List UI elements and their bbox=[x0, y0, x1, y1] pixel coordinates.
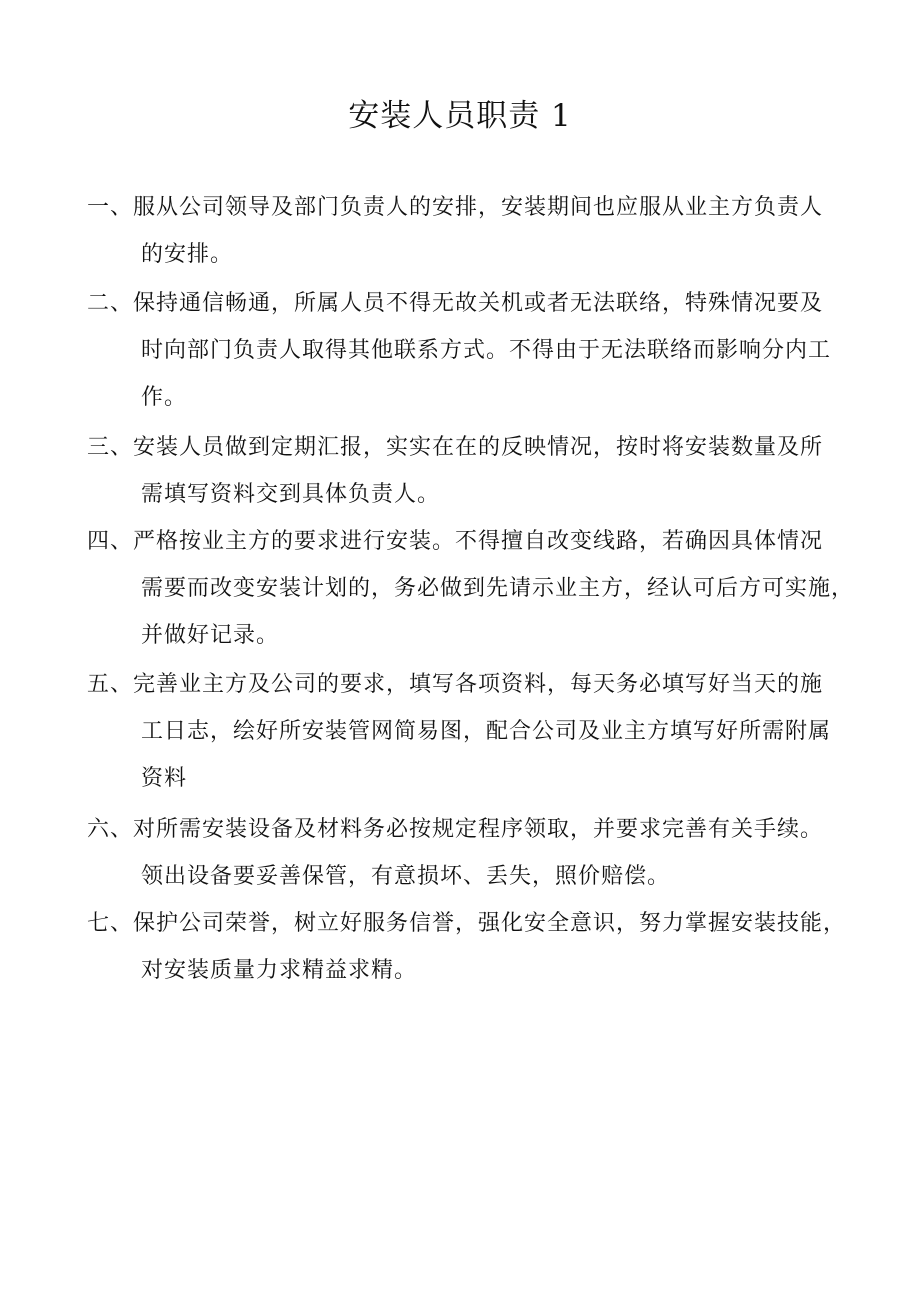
duty-item-7 bbox=[87, 900, 847, 994]
duty-item-2-line-1: 二、保持通信畅通，所属人员不得无故关机或者无法联络，特殊情况要及 bbox=[87, 291, 824, 316]
duty-item-2-line-3: 作。 bbox=[141, 385, 188, 410]
duty-item-2-line-2: 时向部门负责人取得其他联系方式。不得由于无法联络而影响分内工 bbox=[141, 338, 832, 363]
duty-item-3 bbox=[87, 424, 847, 518]
duty-item-3-line-2: 需填写资料交到具体负责人。 bbox=[141, 482, 441, 507]
document-title: 安装人员职责 1 bbox=[348, 98, 572, 134]
duty-item-4-line-2: 需要而改变安装计划的，务必做到先请示业主方，经认可后方可实施， bbox=[141, 576, 855, 601]
duty-item-6-line-1: 六、对所需安装设备及材料务必按规定程序领取，并要求完善有关手续。 bbox=[87, 817, 824, 842]
duty-item-6 bbox=[87, 806, 847, 900]
duty-item-5 bbox=[87, 661, 847, 802]
duty-item-4-line-3: 并做好记录。 bbox=[141, 623, 280, 648]
duty-item-4 bbox=[87, 518, 855, 659]
duty-item-5-line-3: 资料 bbox=[141, 766, 188, 791]
duty-item-3-line-1: 三、安装人员做到定期汇报，实实在在的反映情况，按时将安装数量及所 bbox=[87, 435, 824, 460]
duty-item-5-line-1: 五、完善业主方及公司的要求，填写各项资料，每天务必填写好当天的施 bbox=[87, 672, 824, 697]
duty-item-1-line-1: 一、服从公司领导及部门负责人的安排，安装期间也应服从业主方负责人 bbox=[87, 195, 824, 220]
duty-item-7-line-1: 七、保护公司荣誉，树立好服务信誉，强化安全意识，努力掌握安装技能， bbox=[87, 911, 847, 936]
duty-item-2 bbox=[87, 280, 847, 421]
duty-item-5-line-2: 工日志，绘好所安装管网简易图，配合公司及业主方填写好所需附属 bbox=[141, 719, 832, 744]
duty-item-4-line-1: 四、严格按业主方的要求进行安装。不得擅自改变线路，若确因具体情况 bbox=[87, 529, 824, 554]
duty-item-7-line-2: 对安装质量力求精益求精。 bbox=[141, 958, 418, 983]
duty-item-1 bbox=[87, 184, 847, 278]
duty-item-1-line-2: 的安排。 bbox=[141, 242, 234, 267]
duty-item-6-line-2: 领出设备要妥善保管，有意损坏、丢失，照价赔偿。 bbox=[141, 864, 671, 889]
